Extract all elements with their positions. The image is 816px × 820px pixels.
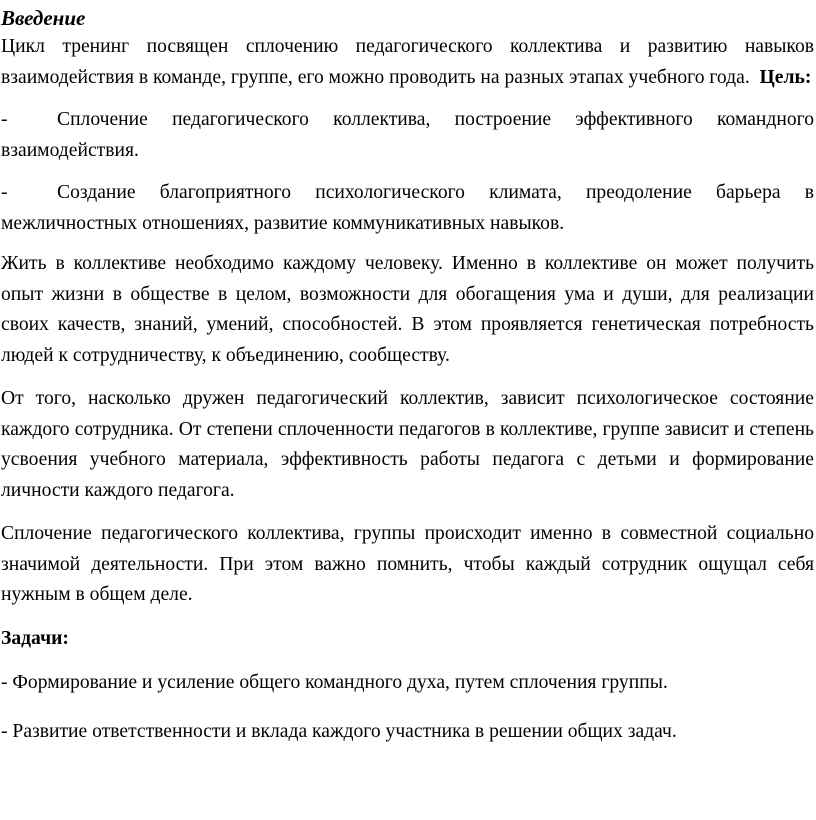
tasks-heading: Задачи: <box>1 627 69 649</box>
goal-label: Цель: <box>759 66 812 88</box>
body-paragraph: Сплочение педагогического коллектива, группы происходит именно в совместной социально значимой деятельности. При этом важно помнить, чтобы каждый сотрудник ощущал себя нужным в общем деле. <box>1 523 814 605</box>
body-paragraph: От того, насколько дружен педагогический коллектив, зависит психологическое состояние каждого сотрудника. От степени сплоченности педагогов в коллективе, группе зависит и степень усвоения учебного материала, эффективность работы педагога с детьми и формирование личности каждого педагога. <box>1 388 814 501</box>
goal-text: Создание благоприятного психологического климата, преодоление барьера в межличностных отношениях, развитие коммуникативных навыков. <box>1 182 814 234</box>
goal-text: Сплочение педагогического коллектива, построение эффективного командного взаимодействия. <box>1 109 814 161</box>
task-item: - Формирование и усиление общего командного духа, путем сплочения группы. <box>1 672 668 693</box>
intro-text: Цикл тренинг посвящен сплочению педагогического коллектива и развитию навыков взаимодействия в команде, группе, его можно проводить на разных этапах учебного года. <box>1 36 814 88</box>
body-paragraph: Жить в коллективе необходимо каждому человеку. Именно в коллективе он может получить опыт жизни в обществе в целом, возможности для обогащения ума и души, для реализации своих качеств, знаний, умений, способностей. В этом проявляется генетическая потребность людей к сотрудничеству, к объединению, сообществу. <box>1 253 814 366</box>
goal-item <box>1 178 814 239</box>
goal-dash: - <box>1 182 8 203</box>
intro-paragraph <box>1 32 814 93</box>
goal-item <box>1 105 814 166</box>
task-item: - Развитие ответственности и вклада каждого участника в решении общих задач. <box>1 720 677 742</box>
goal-dash: - <box>1 109 8 130</box>
document-title: Введение <box>1 6 86 30</box>
